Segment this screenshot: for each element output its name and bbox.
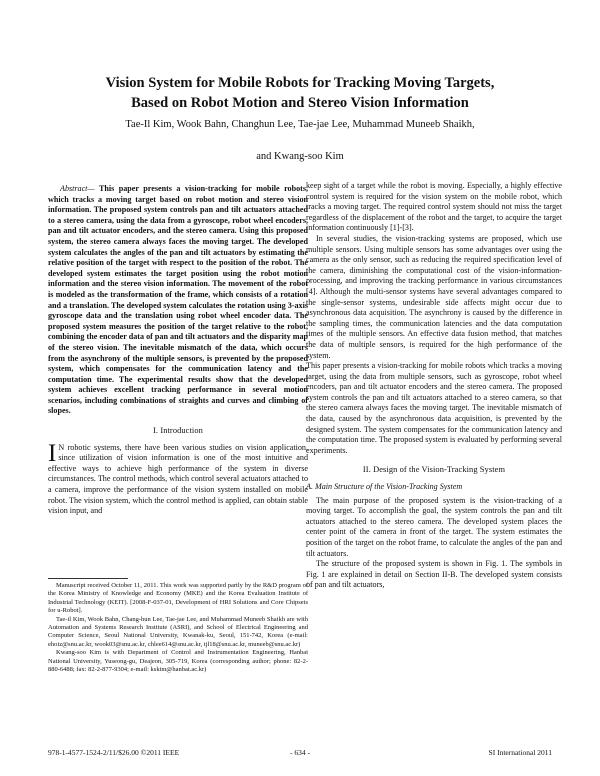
authors-line-2: and Kwang-soo Kim bbox=[256, 151, 344, 162]
right-column bbox=[306, 181, 562, 591]
title-line-2: Based on Robot Motion and Stereo Vision Information bbox=[131, 95, 469, 111]
drop-cap: I bbox=[48, 439, 57, 467]
abstract bbox=[48, 184, 308, 417]
introduction-text: N robotic systems, there have been various studies on vision application, since utilization of vision information is one of the most intuitive and effective ways to achieve high performance of the system in diverse circumstances. The control methods, which control several actuators attached to a camera, improve the performance of the vision system installed on mobile robot. The vision system, which the control method is applied, can obtain stable vision input, and bbox=[48, 442, 308, 516]
abstract-text: This paper presents a vision-tracking for mobile robots, which tracks a moving target based on robot motion and stereo vision information. The proposed system controls pan and tilt actuators attached to a stereo camera, using the data from a gyroscope, robot wheel encoders, pan and tilt actuator encoders, and the stereo camera. Using this proposed system, the stereo camera always faces the moving target. The developed system calculates the angles of the pan and tilt actuators by estimating the relative position of the target with respect to the position of the robot. The developed system estimates the target position using the robot motion information and the stereo vision information. The movement of the robot is modeled as the transformation of the frame, which consists of a rotation and a translation. The developed system calculates the rotation using 3-axis gyroscope data and the translation using robot wheel encoder data. The proposed system measures the position of the target relative to the robot, combining the encoder data of pan and tilt actuators and the disparity map of the stereo vision. The inevitable mismatch of the data, which occurs from the asynchrony of the multiple sensors, is prevented by the proposed system, which compensates for the communication latency and the computation time. The experimental results show that the developed system achieves excellent tracking performance in several motion scenarios, including combinations of straights and curves and climbing of slopes. bbox=[48, 184, 308, 416]
abstract-lead: Abstract— bbox=[60, 184, 95, 193]
section-heading-introduction: I. Introduction bbox=[153, 426, 203, 436]
footnote-block bbox=[48, 582, 308, 674]
footer-conference: SI International 2011 bbox=[488, 748, 552, 757]
paper-title bbox=[40, 73, 560, 113]
authors-line-1: Tae-Il Kim, Wook Bahn, Changhun Lee, Tae-jae Lee, Muhammad Muneeb Shaikh, bbox=[125, 119, 475, 130]
right-paragraph-2: In several studies, the vision-tracking systems are proposed, which use multiple sensors. Using multiple sensors has some advantages over using the camera as the only sensor, such as reducing the required specification level of the camera, diminishing the computational cost of the vision-information-processing, and improving the tracking performance in various circumstances [4]. Although the multi-sensor systems have several advantages compared to the single-sensor systems, undesirable side affects might occur due to asynchronous data acquisition. The asynchrony is caused by the difference in the sampling times, the communication latencies and the data computation times of the multiple sensors. An effective data fusion method, that matches the data of multiple sensors, is required for the high performance of the system. bbox=[306, 233, 562, 360]
subsection-heading-main-structure: A. Main Structure of the Vision-Tracking System bbox=[306, 482, 463, 492]
footnote-manuscript: Manuscript received October 11, 2011. This work was supported partly by the R&D program of the Korea Ministry of Knowledge and Economy (MKE) and the Korea Evaluation Institute of Industrial Technology (KEIT). [2008-F-037-01, Development of HRI Solutions and Core Chipsets for u-Robot]. bbox=[48, 582, 308, 615]
right-paragraph-5: The structure of the proposed system is shown in Fig. 1. The symbols in Fig. 1 are explained in detail on Section II-B. The developed system consists of pan and tilt actuators, bbox=[306, 559, 562, 590]
footer-isbn: 978-1-4577-1524-2/11/$26.00 ©2011 IEEE bbox=[48, 748, 180, 757]
introduction-paragraph bbox=[48, 439, 308, 517]
title-line-1: Vision System for Mobile Robots for Tracking Moving Targets, bbox=[105, 75, 495, 91]
section-heading-design: II. Design of the Vision-Tracking System bbox=[362, 465, 506, 475]
left-column bbox=[48, 184, 308, 517]
footnote-divider bbox=[48, 578, 128, 579]
right-paragraph-1: keep sight of a target while the robot is moving. Especially, a highly effective control system is required for the vision system on the mobile robot, which tracks a moving target. The required control system should not miss the target regardless of the displacement of the robot and the target, to acquire the target information continuously [1]-[3]. bbox=[306, 181, 562, 233]
right-paragraph-4: The main purpose of the proposed system is the vision-tracking of a moving target. To accomplish the goal, the system controls the pan and tilt actuators attached to the stereo camera. The developed system places the center point of the camera in front of the target. The system estimates the position of the target on the robot frame, to calculate the angles of the pan and tilt actuators. bbox=[306, 495, 562, 558]
footnote-affiliation-hanbat: Kwang-soo Kim is with Department of Control and Instrumentation Engineering, Hanbat National University, Yuseong-gu, Deajeon, 305-719, Korea (corresponding author; phone: 82-2-880-6488; fax: 82-2-877-9304; e-mail: kskim@hanbat.ac.kr) bbox=[48, 649, 308, 674]
footnote-affiliation-snu: Tae-il Kim, Wook Bahn, Chang-hun Lee, Tae-jae Lee, and Muhammad Muneeb Shaikh are with Automation and Systems Research Institute (ASRI), and School of Electrical Engineering and Computer Science, Seoul National University, Kwanak-ku, Seoul, 151-742, Korea (e-mail: ehoiz@snu.ac.kr, wook03@snu.ac.kr, chlee614@snu.ac.kr, tjl18@snu.ac.kr, muneeb@snu.ac.kr) bbox=[48, 615, 308, 648]
footer-page-number: - 634 - bbox=[290, 748, 310, 757]
right-paragraph-3: This paper presents a vision-tracking for mobile robots which tracks a moving target, using the data from multiple sensors, such as gyroscope, robot wheel encoders, pan and tilt actuator encoders and the stereo camera. The proposed system controls the pan and tilt actuators attached to a stereo camera, so that the stereo camera always faces the moving target. The inevitable mismatch of the data, caused by the asynchronous data acquisition, is prevented by the designed system. The system compensates for the communication latency and the computation time. The proposed system is evaluated by performing several experiments. bbox=[306, 361, 562, 455]
